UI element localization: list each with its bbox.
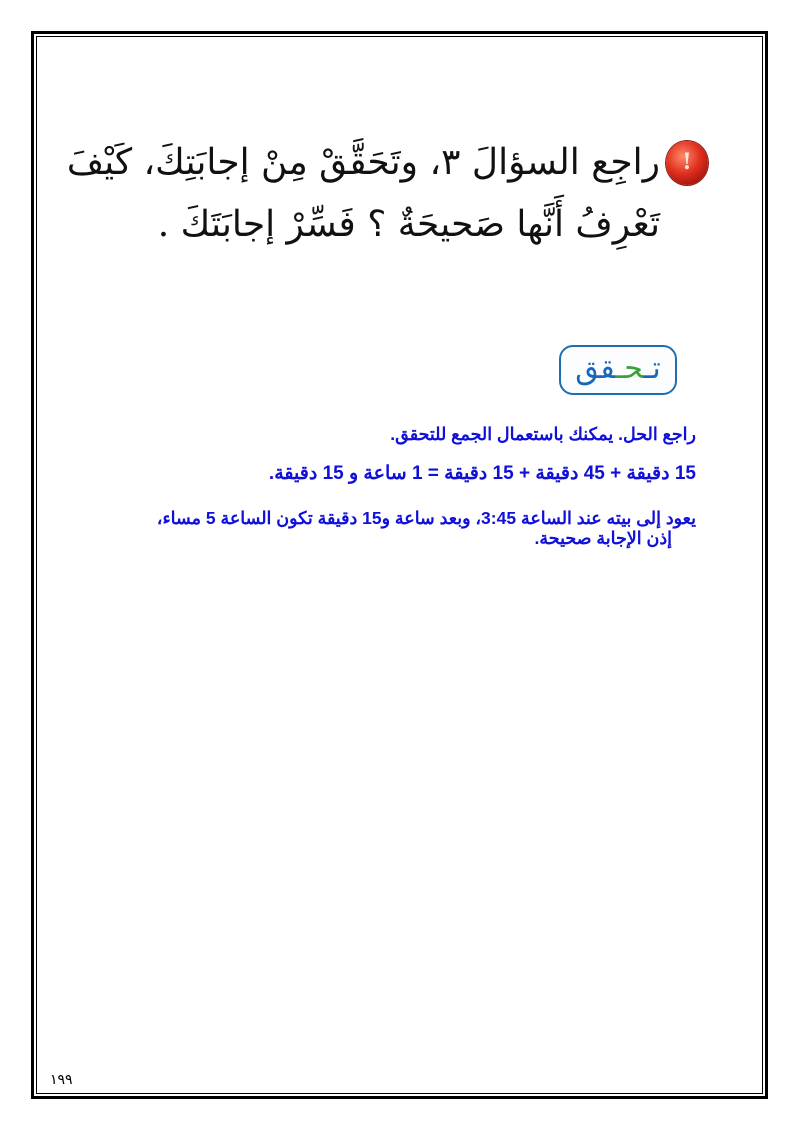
page-number: ١٩٩ — [50, 1072, 73, 1088]
answer-line-3b: إذن الإجابة صحيحة. — [534, 528, 672, 548]
check-heading-part-3: قق — [575, 351, 616, 386]
answer-line-3a: يعود إلى بيته عند الساعة 3:45، وبعد ساعة و15 دقيقة تكون الساعة 5 مساء، — [156, 508, 696, 528]
question-number: ! — [682, 149, 692, 175]
question-line-2: تَعْرِفُ أَنَّها صَحيحَةٌ ؟ فَسِّرْ إجابَتَكَ . — [157, 204, 660, 245]
answer-line-1: راجع الحل. يمكنك باستعمال الجمع للتحقق. — [390, 424, 696, 444]
check-heading-part-1: تـ — [643, 351, 661, 386]
check-heading-part-2: حـ — [615, 351, 644, 386]
question-text — [66, 132, 660, 256]
check-heading — [559, 345, 677, 395]
answer-line-2: 15 دقيقة + 45 دقيقة + 15 دقيقة = 1 ساعة و 15 دقيقة. — [268, 463, 696, 484]
answer-paragraph — [157, 508, 696, 548]
question-line-1: راجِع السؤالَ ٣، وتَحَقَّقْ مِنْ إجابَتِكَ، كَيْفَ — [66, 142, 660, 183]
question-number-badge — [666, 141, 708, 185]
